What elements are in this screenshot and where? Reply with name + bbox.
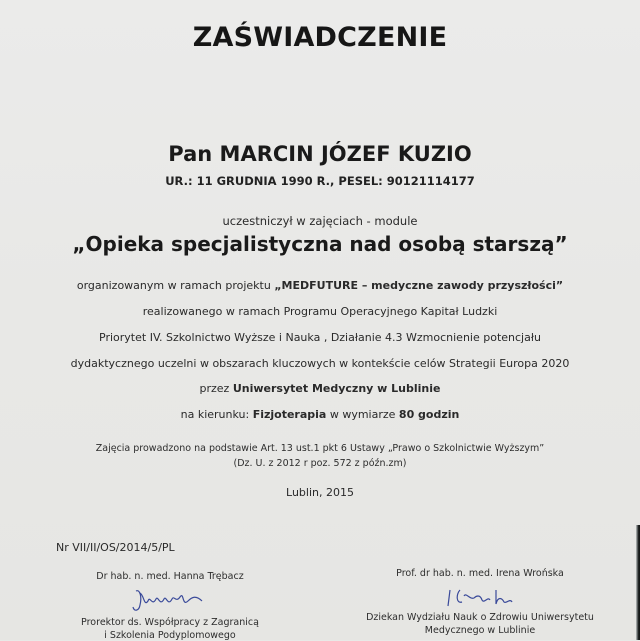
- project-name: „MEDFUTURE – medyczne zawody przyszłości”: [274, 279, 564, 292]
- signatory-role-continued: Medycznego w Lublinie: [424, 625, 536, 636]
- signatory-name: Dr hab. n. med. Hanna Trębacz: [96, 571, 244, 582]
- certificate-title: ZAŚWIADCZENIE: [192, 22, 448, 53]
- university-line: [0, 382, 640, 395]
- legal-basis: Zajęcia prowadzono na podstawie Art. 13 ust.1 pkt 6 Ustawy „Prawo o Szkolnictwie Wyższym”: [95, 443, 545, 454]
- signatory-role-continued: i Szkolenia Podyplomowego: [104, 630, 236, 641]
- participation-intro: uczestniczył w zajęciach - module: [222, 214, 418, 228]
- field-prefix: na kierunku:: [180, 408, 253, 421]
- place-date: Lublin, 2015: [286, 486, 354, 499]
- legal-reference: (Dz. U. z 2012 r poz. 572 z późn.zm): [233, 458, 407, 469]
- field-mid: w wymiarze: [326, 408, 399, 421]
- signatory-role: Prorektor ds. Współpracy z Zagranicą: [81, 617, 259, 628]
- recipient-name: Pan MARCIN JÓZEF KUZIO: [168, 142, 472, 166]
- signature-icon: [440, 586, 520, 610]
- hours-value: 80 godzin: [398, 408, 460, 421]
- paper-edge-shadow: [636, 525, 640, 640]
- signatory-name: Prof. dr hab. n. med. Irena Wrońska: [396, 568, 564, 579]
- program-line: realizowanego w ramach Programu Operacyjnego Kapitał Ludzki: [142, 305, 498, 318]
- strategy-line: dydaktycznego uczelni w obszarach kluczowych w kontekście celów Strategii Europa 2020: [70, 357, 570, 370]
- university-name: Uniwersytet Medyczny w Lublinie: [232, 382, 441, 395]
- project-line: [0, 279, 640, 292]
- module-title: „Opieka specjalistyczna nad osobą starszą”: [72, 232, 568, 256]
- field-line: [0, 408, 640, 421]
- priority-line: Priorytet IV. Szkolnictwo Wyższe i Nauka , Działanie 4.3 Wzmocnienie potencjału: [99, 331, 541, 344]
- field-name: Fizjoterapia: [252, 408, 327, 421]
- signatory-left: [60, 571, 280, 640]
- university-prefix: przez: [199, 382, 233, 395]
- signatory-role: Dziekan Wydziału Nauk o Zdrowiu Uniwersytetu: [366, 612, 594, 623]
- document-number: Nr VII/II/OS/2014/5/PL: [56, 541, 175, 554]
- signature-icon: [130, 587, 210, 615]
- signatory-right: [345, 568, 615, 640]
- recipient-details: UR.: 11 GRUDNIA 1990 R., PESEL: 90121114177: [165, 174, 475, 188]
- project-line-prefix: organizowanym w ramach projektu: [76, 279, 275, 292]
